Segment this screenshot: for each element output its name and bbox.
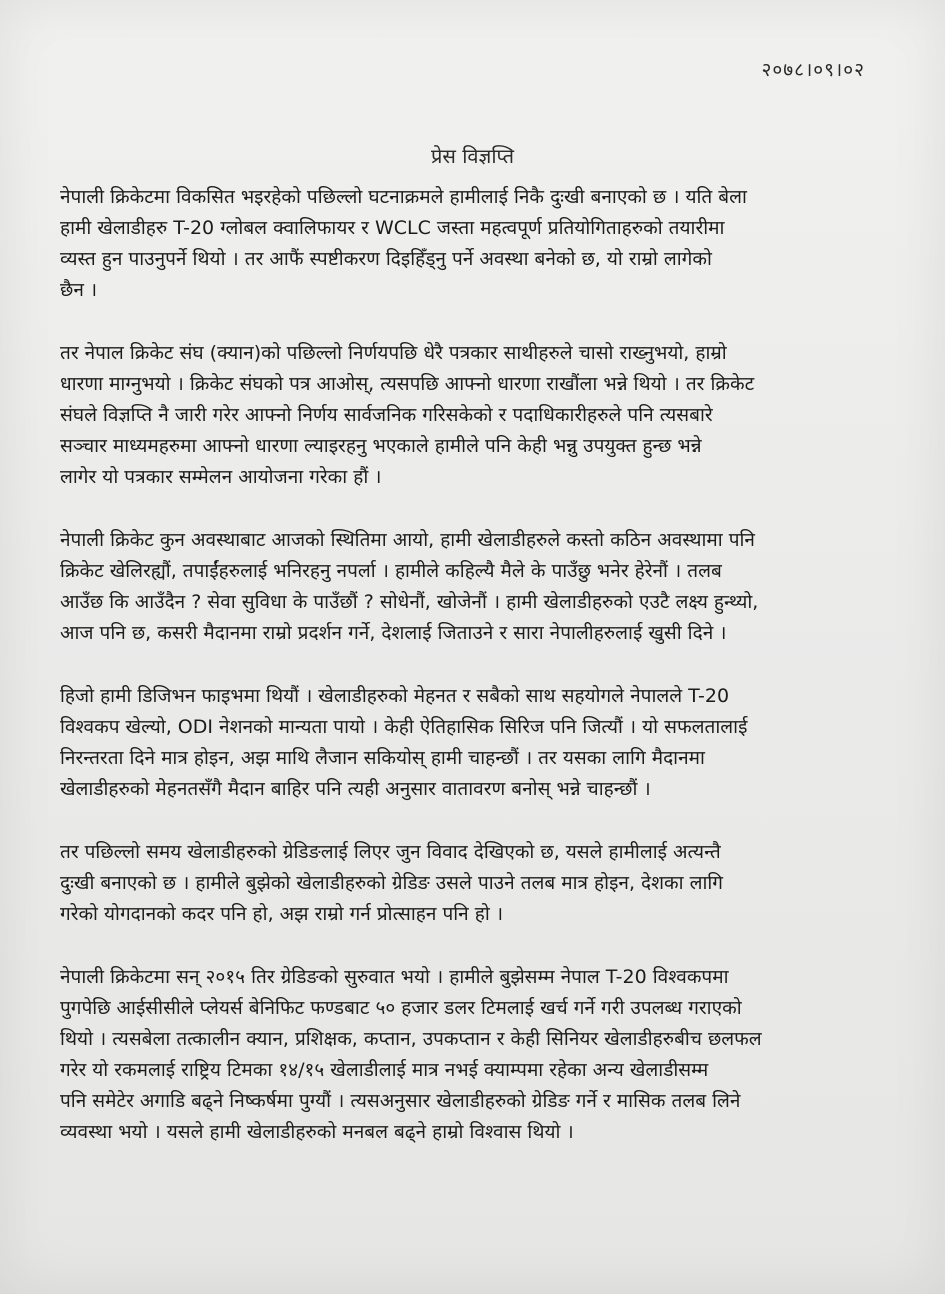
paragraph-line: खेलाडीहरुको मेहनतसँगै मैदान बाहिर पनि त्यही अनुसार वातावरण बनोस् भन्ने चाहन्छौं । [60, 778, 651, 800]
paragraph-line: आज पनि छ, कसरी मैदानमा राम्रो प्रदर्शन गर्ने, देशलाई जिताउने र सारा नेपालीहरुलाई खुसी दिने । [60, 622, 727, 644]
paragraph-3 [60, 525, 875, 649]
paragraph-line: दुःखी बनाएको छ । हामीले बुझेको खेलाडीहरुको ग्रेडिङ उसले पाउने तलब मात्र होइन, देशका लागि [60, 872, 724, 894]
paragraph-line: तर पछिल्लो समय खेलाडीहरुको ग्रेडिङलाई लिएर जुन विवाद देखिएको छ, यसले हामीलाई अत्यन्तै [60, 841, 721, 863]
paragraph-line: तर नेपाल क्रिकेट संघ (क्यान)को पछिल्लो निर्णयपछि धेरै पत्रकार साथीहरुले चासो राख्नुभयो, हाम्रो [60, 342, 727, 364]
paragraph-line: छैन । [60, 279, 98, 301]
paragraph-1 [60, 182, 875, 306]
paragraph-line: पनि समेटेर अगाडि बढ्ने निष्कर्षमा पुग्यौं । त्यसअनुसार खेलाडीहरुको ग्रेडिङ गर्ने र मासिक तलब लिने [60, 1090, 741, 1112]
paragraph-line: पुगपेछि आईसीसीले प्लेयर्स बेनिफिट फण्डबाट ५० हजार डलर टिमलाई खर्च गर्ने गरी उपलब्ध गराएको [60, 997, 742, 1019]
paragraph-6 [60, 962, 875, 1148]
paragraph-line: नेपाली क्रिकेटमा सन् २०१५ तिर ग्रेडिङको सुरुवात भयो । हामीले बुझेसम्म नेपाल T-20 विश्वकपमा [60, 966, 729, 988]
paragraph-line: सञ्चार माध्यमहरुमा आफ्नो धारणा ल्याइरहनु भएकाले हामीले पनि केही भन्नु उपयुक्त हुन्छ भन्ने [60, 435, 702, 457]
document-body [60, 182, 875, 1180]
paragraph-line: निरन्तरता दिने मात्र होइन, अझ माथि लैजान सकियोस् हामी चाहन्छौं । तर यसका लागि मैदानमा [60, 747, 705, 769]
paragraph-line: विश्वकप खेल्यो, ODI नेशनको मान्यता पायो । केही ऐतिहासिक सिरिज पनि जित्यौं । यो सफलतालाई [60, 716, 748, 738]
paragraph-line: गरेर यो रकमलाई राष्ट्रिय टिमका १४/१५ खेलाडीलाई मात्र नभई क्याम्पमा रहेका अन्य खेलाडीसम्म [60, 1059, 709, 1081]
paragraph-line: व्यस्त हुन पाउनुपर्ने थियो । तर आफैं स्पष्टीकरण दिइहिँड्नु पर्ने अवस्था बनेको छ, यो राम्रो लागेको [60, 248, 712, 270]
document-title: प्रेस विज्ञप्ति [430, 144, 515, 168]
paragraph-line: थियो । त्यसबेला तत्कालीन क्यान, प्रशिक्षक, कप्तान, उपकप्तान र केही सिनियर खेलाडीहरुबीच छलफल [60, 1028, 762, 1050]
paragraph-line: गरेको योगदानको कदर पनि हो, अझ राम्रो गर्न प्रोत्साहन पनि हो । [60, 903, 504, 925]
paragraph-line: संघले विज्ञप्ति नै जारी गरेर आफ्नो निर्णय सार्वजनिक गरिसकेको र पदाधिकारीहरुले पनि त्यसबारे [60, 404, 713, 426]
paragraph-line: हिजो हामी डिजिभन फाइभमा थियौं । खेलाडीहरुको मेहनत र सबैको साथ सहयोगले नेपालले T-20 [60, 685, 730, 707]
paragraph-line: हामी खेलाडीहरु T-20 ग्लोबल क्वालिफायर र WCLC जस्ता महत्वपूर्ण प्रतियोगिताहरुको तयारीमा [60, 217, 725, 239]
document-date: २०७८।०९।०२ [761, 59, 865, 81]
paragraph-2 [60, 338, 875, 493]
paragraph-line: लागेर यो पत्रकार सम्मेलन आयोजना गरेका हौं । [60, 466, 382, 488]
paragraph-5 [60, 837, 875, 930]
paragraph-line: क्रिकेट खेलिरह्यौं, तपाईंहरुलाई भनिरहनु नपर्ला । हामीले कहिल्यै मैले के पाउँछु भनेर हेरेनौं । तलब [60, 560, 722, 582]
paragraph-line: नेपाली क्रिकेटमा विकसित भइरहेको पछिल्लो घटनाक्रमले हामीलाई निकै दुःखी बनाएको छ । यति बेला [60, 186, 747, 208]
paragraph-4 [60, 681, 875, 805]
paragraph-line: आउँछ कि आउँदैन ? सेवा सुविधा के पाउँछौं ? सोधेनौं, खोजेनौं । हामी खेलाडीहरुको एउटै लक्ष्य हुन्थ्यो, [60, 591, 759, 613]
paragraph-line: नेपाली क्रिकेट कुन अवस्थाबाट आजको स्थितिमा आयो, हामी खेलाडीहरुले कस्तो कठिन अवस्थामा पनि [60, 529, 755, 551]
paragraph-line: धारणा माग्नुभयो । क्रिकेट संघको पत्र आओस्, त्यसपछि आफ्नो धारणा राखौंला भन्ने थियो । तर क्रिकेट [60, 373, 755, 395]
paragraph-line: व्यवस्था भयो । यसले हामी खेलाडीहरुको मनबल बढ्ने हाम्रो विश्वास थियो । [60, 1121, 574, 1143]
